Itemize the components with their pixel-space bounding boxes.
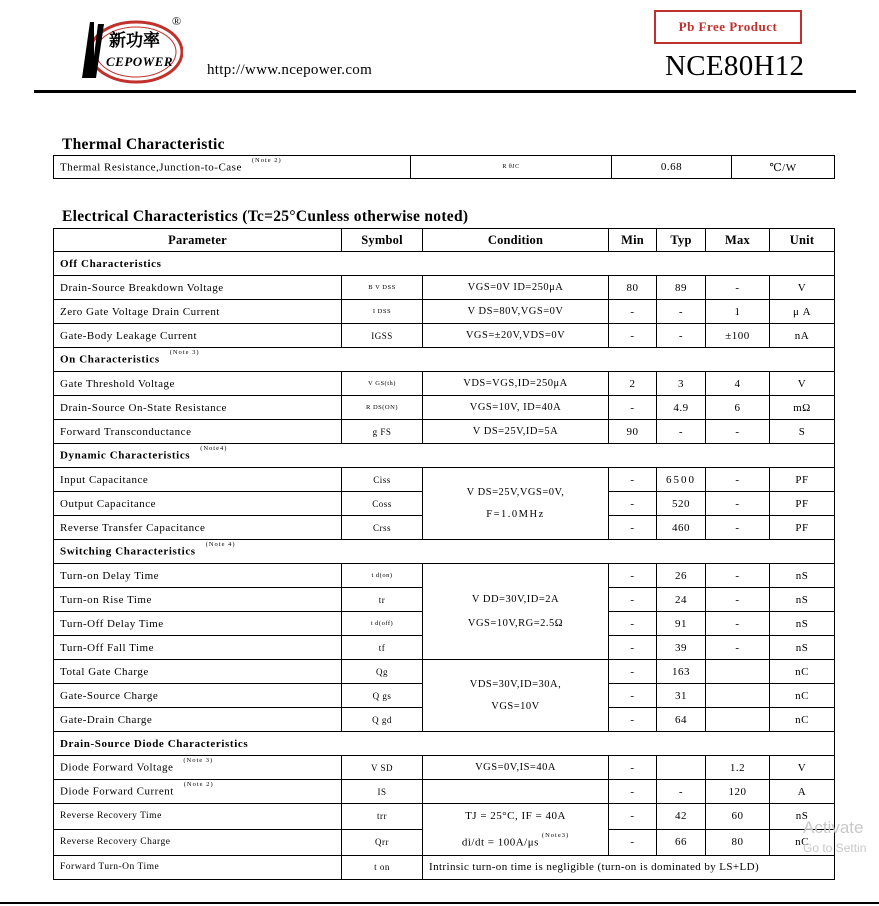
typ-cell: 520	[657, 492, 706, 516]
typ-cell: 42	[657, 804, 706, 830]
min-cell: -	[609, 468, 657, 492]
symbol-cell: Q gs	[342, 684, 423, 708]
charge-condition: VDS=30V,ID=30A, VGS=10V	[423, 660, 609, 732]
cond-cell: V DS=25V,ID=5A	[423, 420, 609, 444]
unit-cell: nC	[770, 684, 835, 708]
unit-cell: nS	[770, 612, 835, 636]
unit-cell: A	[770, 780, 835, 804]
max-cell: -	[706, 516, 770, 540]
table-row	[54, 660, 835, 684]
switching-condition: V DD=30V,ID=2A VGS=10V,RG=2.5Ω	[423, 564, 609, 660]
unit-cell: nC	[770, 708, 835, 732]
min-cell: -	[609, 564, 657, 588]
thermal-unit: ℃/W	[732, 156, 835, 179]
symbol-cell: g FS	[342, 420, 423, 444]
part-number: NCE80H12	[665, 50, 805, 82]
param-cell: Drain-Source Breakdown Voltage	[54, 276, 342, 300]
max-cell: -	[706, 492, 770, 516]
param-cell: Gate-Body Leakage Current	[54, 324, 342, 348]
symbol-cell: V SD	[342, 756, 423, 780]
min-cell: -	[609, 780, 657, 804]
max-cell	[706, 684, 770, 708]
unit-cell: PF	[770, 492, 835, 516]
website-url[interactable]: http://www.ncepower.com	[207, 62, 373, 78]
table-row	[54, 396, 835, 420]
table-row	[54, 756, 835, 780]
min-cell: -	[609, 300, 657, 324]
max-cell: 6	[706, 396, 770, 420]
cond-cell: VGS=±20V,VDS=0V	[423, 324, 609, 348]
group-switching: Switching Characteristics$^{(Note 4)}$	[54, 540, 835, 564]
group-row	[54, 540, 835, 564]
header-row	[54, 229, 835, 252]
header-divider	[34, 90, 856, 93]
symbol-cell: t on	[342, 855, 423, 879]
unit-cell: S	[770, 420, 835, 444]
cond-cell: VGS=10V, ID=40A	[423, 396, 609, 420]
typ-cell: 31	[657, 684, 706, 708]
symbol-cell: t d(off)	[342, 612, 423, 636]
max-cell: -	[706, 276, 770, 300]
param-cell: Turn-Off Delay Time	[54, 612, 342, 636]
pb-free-badge: Pb Free Product	[654, 10, 802, 44]
table-row	[54, 564, 835, 588]
logo-chinese-text: 新功率	[109, 31, 160, 51]
symbol-cell: IS	[342, 780, 423, 804]
group-row	[54, 348, 835, 372]
min-cell: 90	[609, 420, 657, 444]
param-cell: Diode Forward Current$^{(Note 2)}$	[54, 780, 342, 804]
max-cell: -	[706, 468, 770, 492]
thermal-table	[53, 155, 835, 179]
typ-cell	[657, 756, 706, 780]
max-cell	[706, 660, 770, 684]
symbol-cell: B V DSS	[342, 276, 423, 300]
param-cell: Reverse Transfer Capacitance	[54, 516, 342, 540]
typ-cell: 89	[657, 276, 706, 300]
symbol-cell: Qg	[342, 660, 423, 684]
table-row	[54, 804, 835, 830]
unit-cell: V	[770, 372, 835, 396]
group-row	[54, 252, 835, 276]
min-cell: -	[609, 396, 657, 420]
max-cell: -	[706, 636, 770, 660]
min-cell: -	[609, 612, 657, 636]
param-cell: Zero Gate Voltage Drain Current	[54, 300, 342, 324]
symbol-cell: V GS(th)	[342, 372, 423, 396]
group-off: Off Characteristics	[54, 252, 835, 276]
unit-cell: V	[770, 756, 835, 780]
typ-cell: 91	[657, 612, 706, 636]
param-cell: Turn-on Rise Time	[54, 588, 342, 612]
symbol-cell: t d(on)	[342, 564, 423, 588]
footer-divider	[0, 902, 879, 904]
unit-cell: PF	[770, 468, 835, 492]
electrical-title: Electrical Characteristics (Tc=25°Cunless otherwise noted)	[62, 208, 469, 225]
param-cell: Gate-Drain Charge	[54, 708, 342, 732]
table-row	[54, 855, 835, 879]
typ-cell: 66	[657, 829, 706, 855]
typ-cell: 24	[657, 588, 706, 612]
typ-cell: 163	[657, 660, 706, 684]
typ-cell: 26	[657, 564, 706, 588]
thermal-title: Thermal Characteristic	[62, 136, 225, 153]
typ-cell: 39	[657, 636, 706, 660]
recovery-condition: TJ = 25°C, IF = 40A di/dt = 100A/μs$^{(Note3)}$	[423, 804, 609, 856]
col-header: Parameter	[54, 229, 342, 252]
min-cell: -	[609, 829, 657, 855]
table-row	[54, 324, 835, 348]
activation-watermark	[803, 818, 866, 858]
min-cell: -	[609, 516, 657, 540]
thermal-symbol: R θJC	[411, 156, 612, 179]
unit-cell: nS	[770, 804, 835, 830]
cond-cell: V DS=80V,VGS=0V	[423, 300, 609, 324]
typ-cell: 460	[657, 516, 706, 540]
param-cell: Diode Forward Voltage$^{(Note 3)}$	[54, 756, 342, 780]
unit-cell: V	[770, 276, 835, 300]
param-cell: Turn-on Delay Time	[54, 564, 342, 588]
symbol-cell: IGSS	[342, 324, 423, 348]
param-cell: Gate Threshold Voltage	[54, 372, 342, 396]
unit-cell: nS	[770, 564, 835, 588]
typ-cell: 6500	[657, 468, 706, 492]
electrical-table	[53, 228, 835, 880]
min-cell: -	[609, 804, 657, 830]
unit-cell: nS	[770, 588, 835, 612]
group-diode: Drain-Source Diode Characteristics	[54, 732, 835, 756]
min-cell: -	[609, 684, 657, 708]
col-header: Condition	[423, 229, 609, 252]
registered-mark: ®	[172, 14, 182, 28]
cond-cell	[423, 780, 609, 804]
table-row	[54, 780, 835, 804]
min-cell: -	[609, 708, 657, 732]
param-cell: Turn-Off Fall Time	[54, 636, 342, 660]
param-cell: Input Capacitance	[54, 468, 342, 492]
unit-cell: PF	[770, 516, 835, 540]
col-header: Unit	[770, 229, 835, 252]
param-cell: Forward Turn-On Time	[54, 855, 342, 879]
max-cell: -	[706, 420, 770, 444]
symbol-cell: R DS(ON)	[342, 396, 423, 420]
logo-english-text: CEPOWER	[106, 54, 174, 69]
symbol-cell: Ciss	[342, 468, 423, 492]
min-cell: -	[609, 756, 657, 780]
col-header: Min	[609, 229, 657, 252]
param-cell: Gate-Source Charge	[54, 684, 342, 708]
symbol-cell: Coss	[342, 492, 423, 516]
symbol-cell: I DSS	[342, 300, 423, 324]
typ-cell: -	[657, 324, 706, 348]
col-header: Typ	[657, 229, 706, 252]
thermal-value: 0.68	[612, 156, 732, 179]
symbol-cell: trr	[342, 804, 423, 830]
max-cell: 1	[706, 300, 770, 324]
unit-cell: nC	[770, 660, 835, 684]
max-cell: 1.2	[706, 756, 770, 780]
param-cell: Drain-Source On-State Resistance	[54, 396, 342, 420]
symbol-cell: tf	[342, 636, 423, 660]
watermark-line: Go to Settin	[803, 841, 867, 855]
max-cell: -	[706, 564, 770, 588]
cond-cell: VGS=0V,IS=40A	[423, 756, 609, 780]
min-cell: -	[609, 324, 657, 348]
min-cell: 80	[609, 276, 657, 300]
max-cell: ±100	[706, 324, 770, 348]
table-row	[54, 276, 835, 300]
min-cell: -	[609, 492, 657, 516]
unit-cell: nC	[770, 829, 835, 855]
group-on: On Characteristics$^{(Note 3)}$	[54, 348, 835, 372]
unit-cell: nA	[770, 324, 835, 348]
typ-cell: -	[657, 420, 706, 444]
min-cell: -	[609, 636, 657, 660]
symbol-cell: tr	[342, 588, 423, 612]
param-cell: Forward Transconductance	[54, 420, 342, 444]
group-row	[54, 444, 835, 468]
col-header: Symbol	[342, 229, 423, 252]
symbol-cell: Crss	[342, 516, 423, 540]
max-cell: 4	[706, 372, 770, 396]
param-cell: Reverse Recovery Time	[54, 804, 342, 830]
min-cell: -	[609, 588, 657, 612]
table-row	[54, 420, 835, 444]
group-row	[54, 732, 835, 756]
typ-cell: 3	[657, 372, 706, 396]
typ-cell: 64	[657, 708, 706, 732]
cond-cell: Intrinsic turn-on time is negligible (turn-on is dominated by LS+LD)	[423, 855, 835, 879]
min-cell: 2	[609, 372, 657, 396]
unit-cell: μ A	[770, 300, 835, 324]
cond-cell: VGS=0V ID=250μA	[423, 276, 609, 300]
table-row	[54, 300, 835, 324]
typ-cell: -	[657, 300, 706, 324]
table-row	[54, 156, 835, 179]
param-cell: Reverse Recovery Charge	[54, 829, 342, 855]
unit-cell: nS	[770, 636, 835, 660]
table-row	[54, 372, 835, 396]
typ-cell: 4.9	[657, 396, 706, 420]
max-cell: 60	[706, 804, 770, 830]
table-row	[54, 468, 835, 492]
max-cell	[706, 708, 770, 732]
symbol-cell: Qrr	[342, 829, 423, 855]
unit-cell: mΩ	[770, 396, 835, 420]
watermark-line: Activate	[803, 818, 864, 837]
thermal-param: Thermal Resistance,Junction-to-Case$^{(Note 2)}$	[54, 156, 411, 179]
group-dynamic: Dynamic Characteristics$^{(Note4)}$	[54, 444, 835, 468]
max-cell: 120	[706, 780, 770, 804]
max-cell: -	[706, 588, 770, 612]
min-cell: -	[609, 660, 657, 684]
max-cell: 80	[706, 829, 770, 855]
param-cell: Output Capacitance	[54, 492, 342, 516]
col-header: Max	[706, 229, 770, 252]
param-cell: Total Gate Charge	[54, 660, 342, 684]
cond-cell: VDS=VGS,ID=250μA	[423, 372, 609, 396]
max-cell: -	[706, 612, 770, 636]
typ-cell: -	[657, 780, 706, 804]
symbol-cell: Q gd	[342, 708, 423, 732]
dynamic-condition: V DS=25V,VGS=0V, F=1.0MHz	[423, 468, 609, 540]
